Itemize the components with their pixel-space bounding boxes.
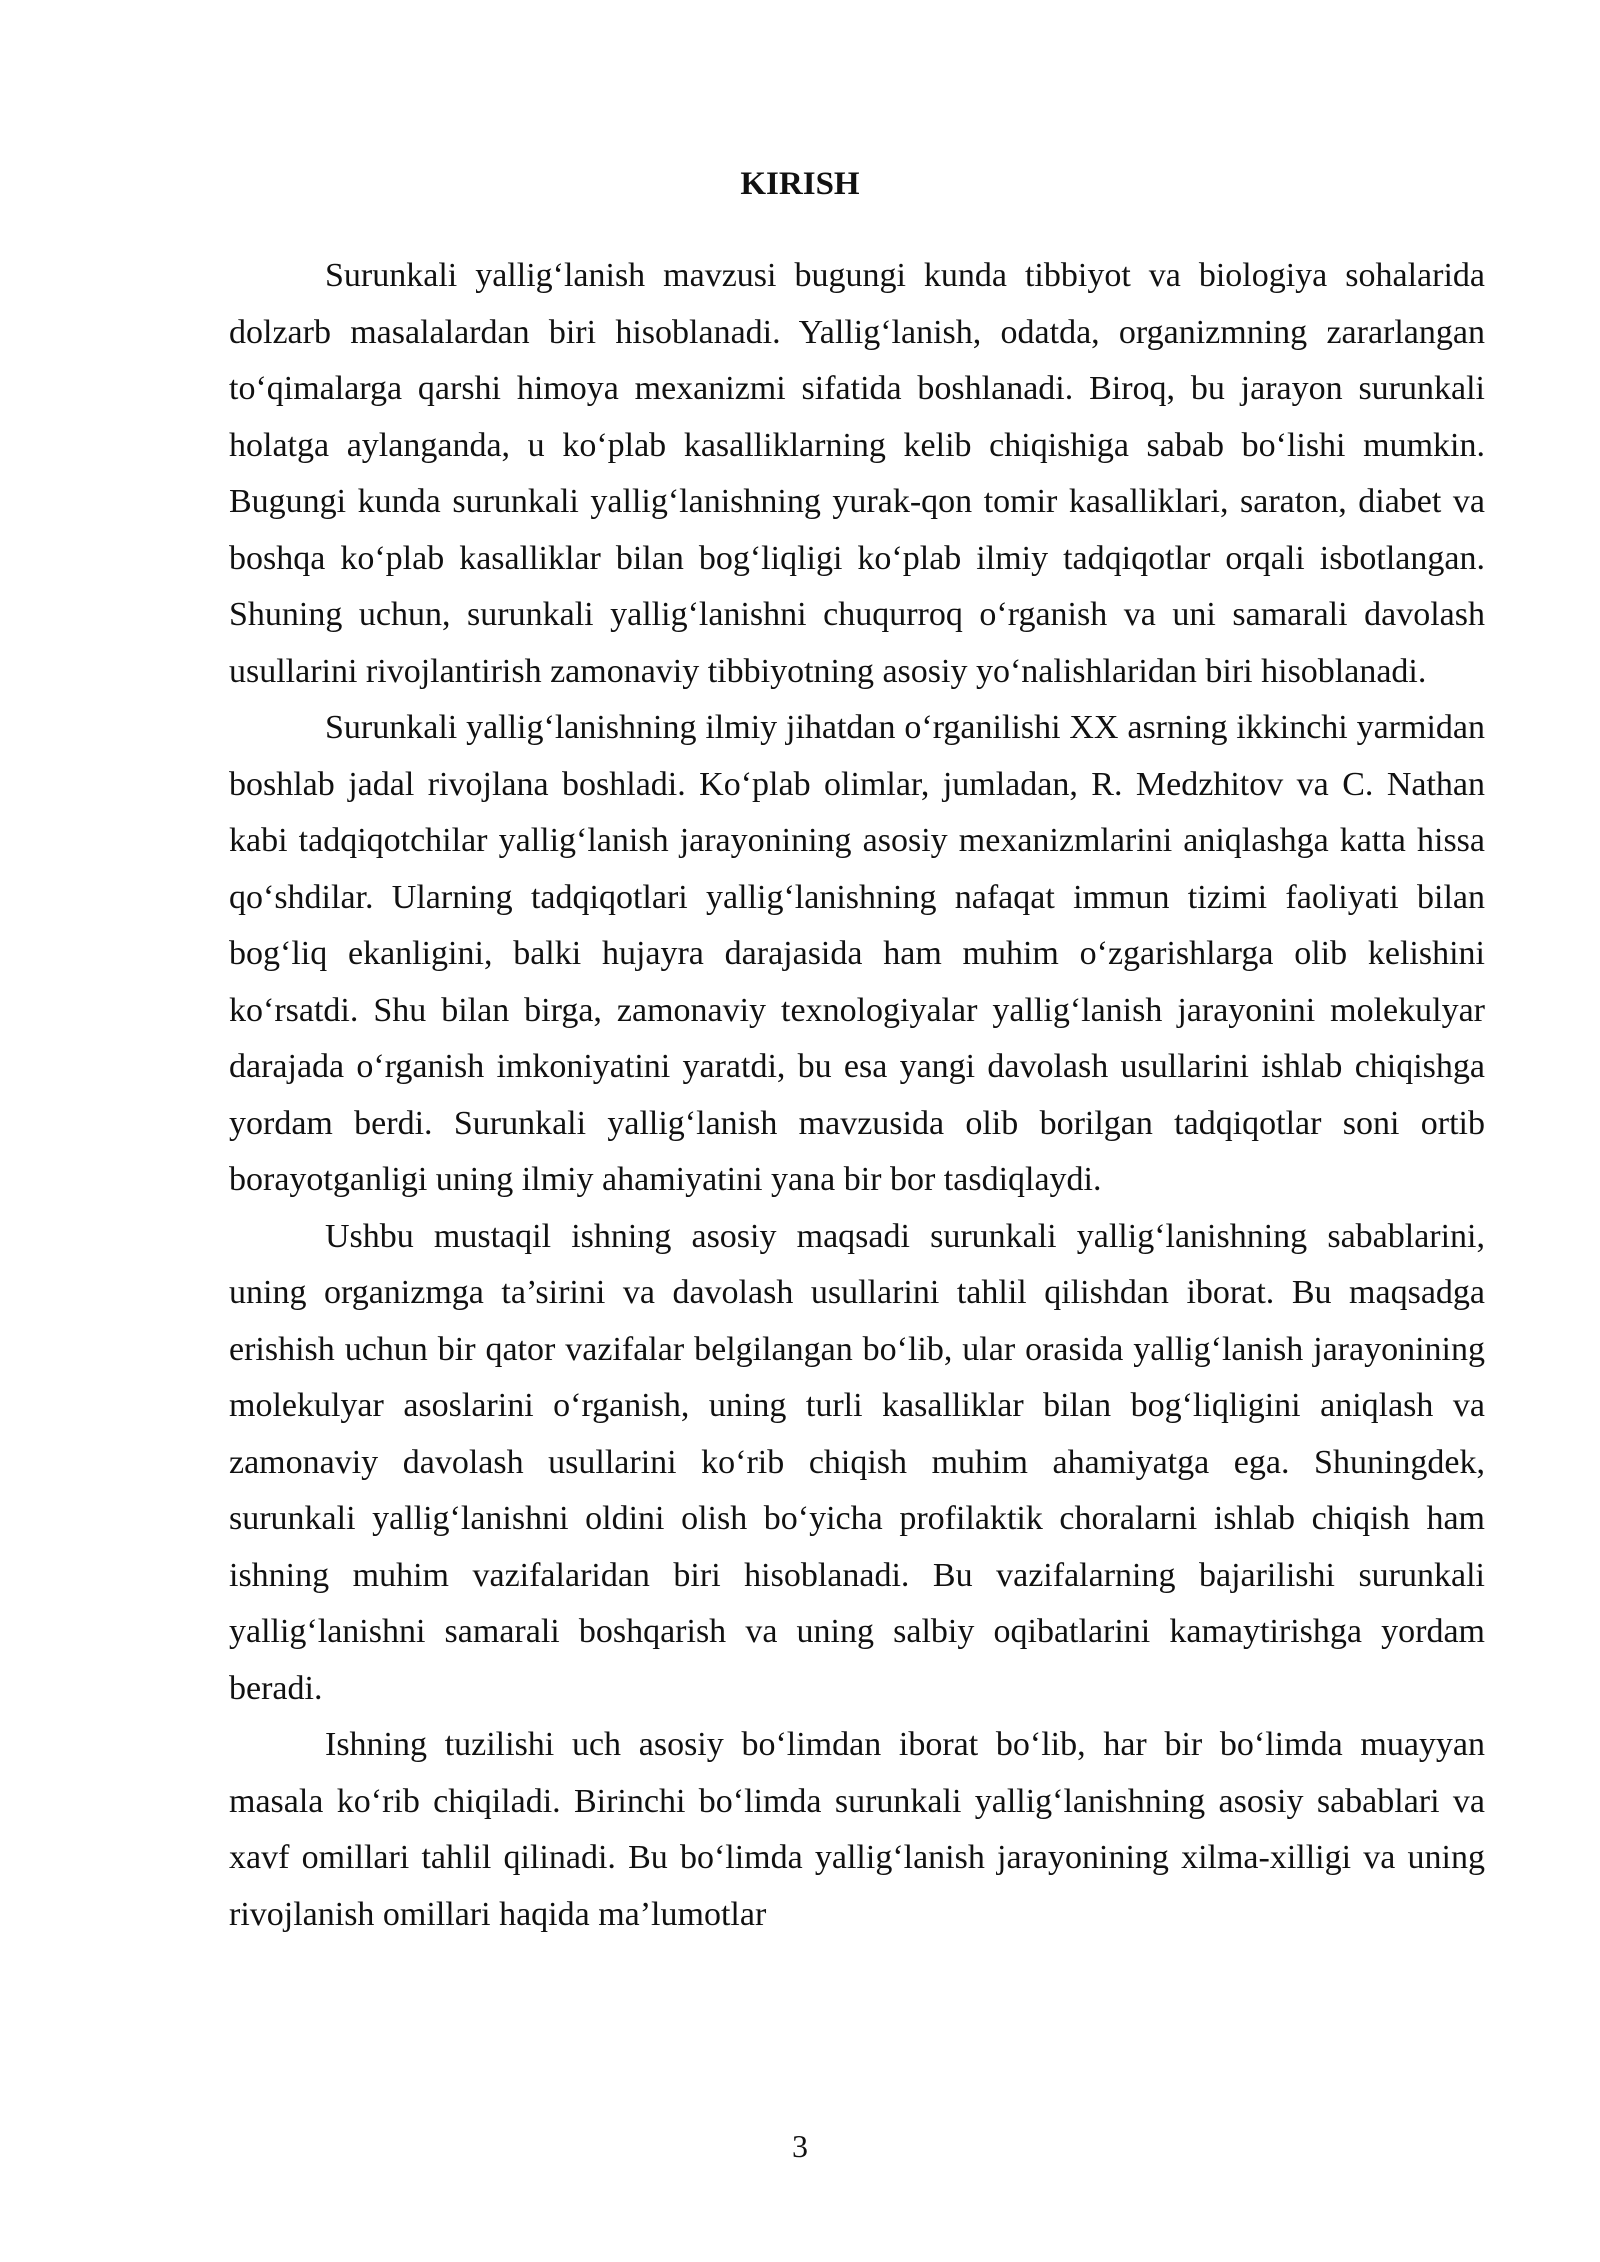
paragraph-1: Surunkali yallig‘lanish mavzusi bugungi kunda tibbiyot va biologiya sohalarida dolzarb masalalardan biri hisoblanadi. Yallig‘lanish, odatda, organizmning zararlangan to‘qimalarga qarshi himoya mexanizmi sifatida boshlanadi. Biroq, bu jarayon surunkali holatga aylanganda, u ko‘plab kasalliklarning kelib chiqishiga sabab bo‘lishi mumkin. Bugungi kunda surunkali yallig‘lanishning yurak-qon tomir kasalliklari, saraton, diabet va boshqa ko‘plab kasalliklar bilan bog‘liqligi ko‘plab ilmiy tadqiqotlar orqali isbotlangan. Shuning uchun, surunkali yallig‘lanishni chuqurroq o‘rganish va uni samarali davolash usullarini rivojlantirish zamonaviy tibbiyotning asosiy yo‘nalishlaridan biri hisoblanadi.: [229, 257, 1485, 690]
page-title: KIRISH: [740, 166, 860, 202]
body-text: [229, 248, 1485, 1943]
paragraph-3: Ushbu mustaqil ishning asosiy maqsadi surunkali yallig‘lanishning sabablarini, uning organizmga ta’sirini va davolash usullarini tahlil qilishdan iborat. Bu maqsadga erishish uchun bir qator vazifalar belgilangan bo‘lib, ular orasida yallig‘lanish jarayonining molekulyar asoslarini o‘rganish, uning turli kasalliklar bilan bog‘liqligini aniqlash va zamonaviy davolash usullarini ko‘rib chiqish muhim ahamiyatga ega. Shuningdek, surunkali yallig‘lanishni oldini olish bo‘yicha profilaktik choralarni ishlab chiqish ham ishning muhim vazifalaridan biri hisoblanadi. Bu vazifalarning bajarilishi surunkali yallig‘lanishni samarali boshqarish va uning salbiy oqibatlarini kamaytirishga yordam beradi.: [229, 1217, 1485, 1707]
paragraph-2: Surunkali yallig‘lanishning ilmiy jihatdan o‘rganilishi XX asrning ikkinchi yarmidan boshlab jadal rivojlana boshladi. Ko‘plab olimlar, jumladan, R. Medzhitov va C. Nathan kabi tadqiqotchilar yallig‘lanish jarayonining asosiy mexanizmlarini aniqlashga katta hissa qo‘shdilar. Ularning tadqiqotlari yallig‘lanishning nafaqat immun tizimi faoliyati bilan bog‘liq ekanligini, balki hujayra darajasida ham muhim o‘zgarishlarga olib kelishini ko‘rsatdi. Shu bilan birga, zamonaviy texnologiyalar yallig‘lanish jarayonini molekulyar darajada o‘rganish imkoniyatini yaratdi, bu esa yangi davolash usullarini ishlab chiqishga yordam berdi. Surunkali yallig‘lanish mavzusida olib borilgan tadqiqotlar soni ortib borayotganligi uning ilmiy ahamiyatini yana bir bor tasdiqlaydi.: [229, 709, 1485, 1198]
page-number: 3: [792, 2128, 808, 2164]
paragraph-4: Ishning tuzilishi uch asosiy bo‘limdan iborat bo‘lib, har bir bo‘limda muayyan masala ko‘rib chiqiladi. Birinchi bo‘limda surunkali yallig‘lanishning asosiy sabablari va xavf omillari tahlil qilinadi. Bu bo‘limda yallig‘lanish jarayonining xilma-xilligi va uning rivojlanish omillari haqida ma’lumotlar: [229, 1726, 1485, 1933]
